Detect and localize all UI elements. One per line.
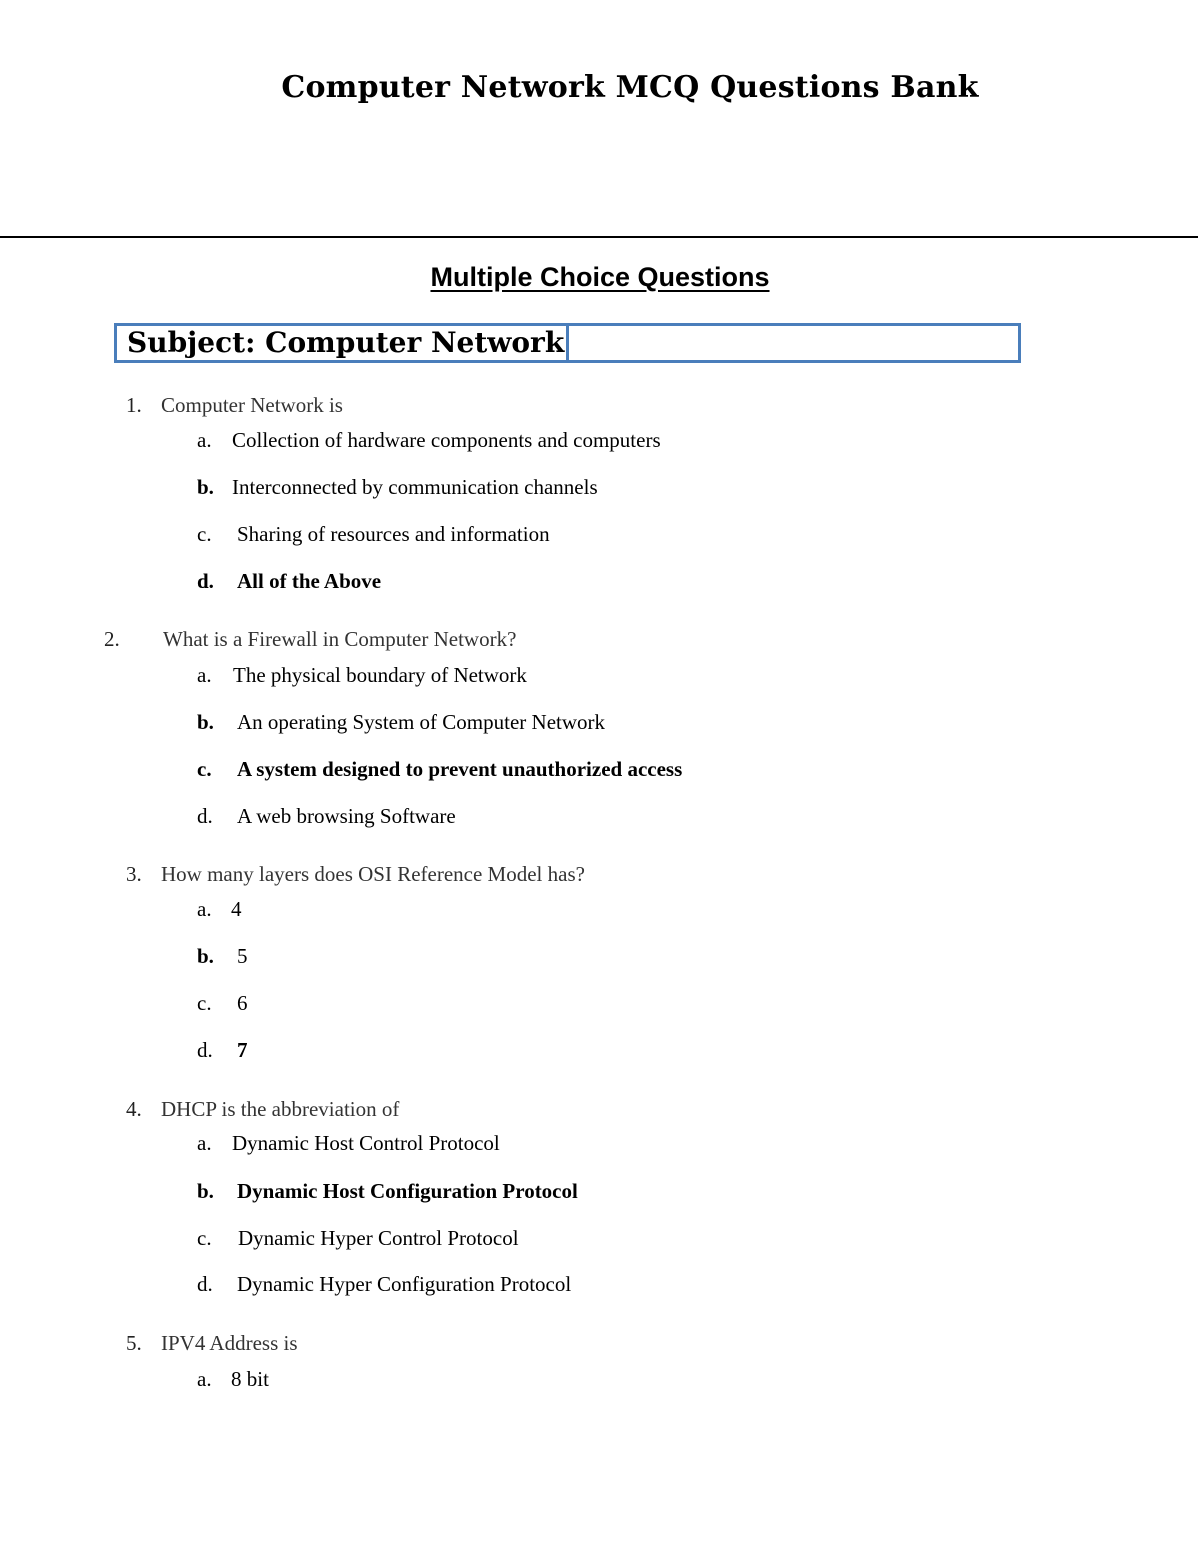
option-letter: b. (197, 710, 214, 734)
option-letter: a. (197, 428, 212, 452)
option-letter: b. (197, 944, 214, 968)
question-number: 4. (126, 1097, 142, 1121)
option-text: A system designed to prevent unauthorized access (237, 757, 683, 781)
question-text: DHCP is the abbreviation of (161, 1097, 400, 1121)
option-letter: a. (197, 897, 212, 921)
question-number: 5. (126, 1331, 142, 1355)
question-number: 1. (126, 393, 142, 417)
document-title: Computer Network MCQ Questions Bank (281, 70, 979, 105)
question-text: IPV4 Address is (161, 1331, 298, 1355)
option-letter: d. (197, 1038, 213, 1062)
option-text: All of the Above (237, 569, 382, 593)
option-text: An operating System of Computer Network (237, 710, 606, 734)
option-text: Dynamic Hyper Control Protocol (238, 1226, 519, 1250)
option-text: Dynamic Hyper Configuration Protocol (237, 1272, 572, 1296)
horizontal-rule (0, 236, 1198, 238)
option-text: Interconnected by communication channels (232, 475, 598, 499)
option-text: A web browsing Software (237, 804, 456, 828)
question-text: How many layers does OSI Reference Model has? (161, 862, 585, 886)
question-number: 2. (104, 627, 120, 651)
subject-table (114, 323, 1021, 363)
section-heading: Multiple Choice Questions (430, 262, 770, 292)
option-letter: c. (197, 757, 212, 781)
subject-value (569, 326, 1018, 360)
option-text: 4 (231, 897, 242, 921)
option-text: 6 (237, 991, 248, 1015)
option-text: Sharing of resources and information (237, 522, 550, 546)
option-letter: a. (197, 1367, 212, 1391)
subject-label: Subject: Computer Network (117, 326, 569, 360)
question-number: 3. (126, 862, 142, 886)
option-text: Dynamic Host Configuration Protocol (237, 1179, 578, 1203)
option-letter: d. (197, 804, 213, 828)
option-letter: c. (197, 1226, 212, 1250)
option-text: 5 (237, 944, 248, 968)
option-letter: b. (197, 1179, 214, 1203)
option-text: Dynamic Host Control Protocol (232, 1131, 500, 1155)
option-letter: d. (197, 569, 214, 593)
option-text: 8 bit (231, 1367, 269, 1391)
option-text: The physical boundary of Network (233, 663, 527, 687)
option-letter: c. (197, 991, 212, 1015)
option-letter: b. (197, 475, 214, 499)
question-text: Computer Network is (161, 393, 343, 417)
option-letter: c. (197, 522, 212, 546)
option-text: 7 (237, 1038, 248, 1062)
option-letter: a. (197, 663, 212, 687)
question-text: What is a Firewall in Computer Network? (163, 627, 517, 651)
option-text: Collection of hardware components and computers (232, 428, 661, 452)
option-letter: a. (197, 1131, 212, 1155)
option-letter: d. (197, 1272, 213, 1296)
